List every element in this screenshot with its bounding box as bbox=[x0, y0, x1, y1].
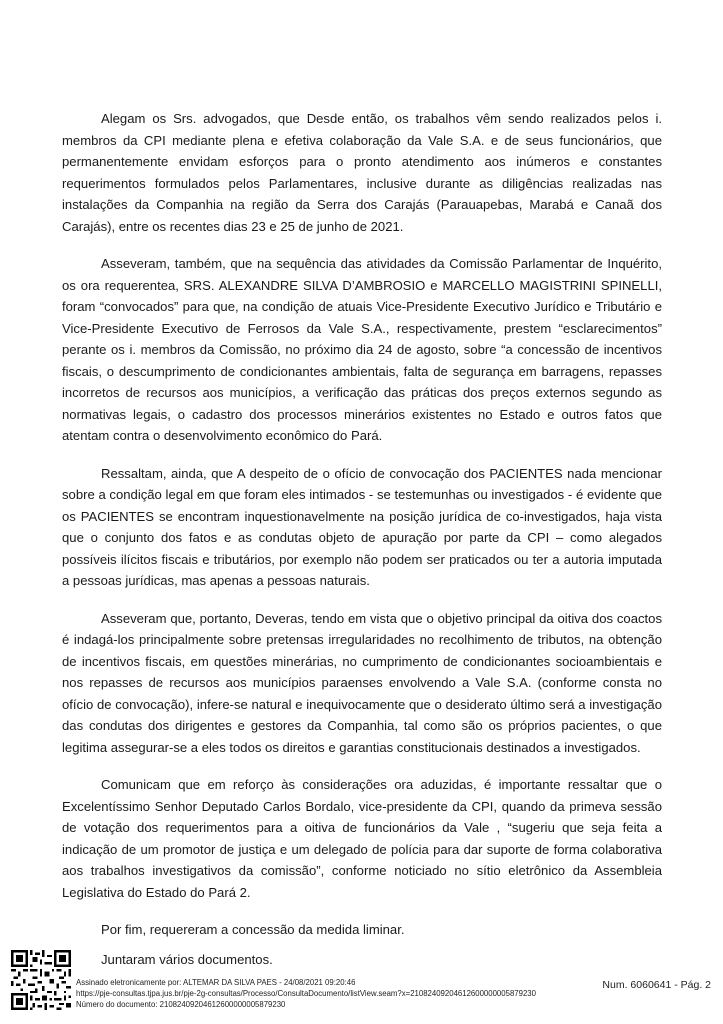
paragraph-comunicam: Comunicam que em reforço às considerações ora aduzidas, é importante ressaltar que o Excelentíssimo Senhor Deputado Carlos Bordalo, vice-presidente da CPI, quando da primeva sessão de votação dos requerimentos para a oitiva de funcionários da Vale , “sugeriu que seja feita a indicação de um promotor de justiça e um delegado de polícia para dar suporte de forma colaborativa aos trabalhos investigativos da comissão”, conforme noticiado no sítio eletrônico da Assembleia Legislativa do Estado do Pará 2. bbox=[62, 777, 662, 900]
page-number-label: Num. 6060641 - Pág. 2 bbox=[602, 979, 711, 991]
paragraph-advogados: Alegam os Srs. advogados, que Desde então, os trabalhos vêm sendo realizados pelos i. membros da CPI mediante plena e efetiva colaboração da Vale S.A. e de seus funcionários, que permanentemente envidam esforços para o pronto atendimento aos inúmeros e constantes requerimentos formulados pelos Parlamentares, inclusive durante as diligências realizadas nas instalações da Companhia na região da Serra dos Carajás (Parauapebas, Marabá e Canaã dos Carajás), entre os recentes dias 23 e 25 de junho de 2021. bbox=[62, 111, 662, 234]
signature-footer bbox=[0, 944, 723, 1024]
paragraph-ressaltam: Ressaltam, ainda, que A despeito de o ofício de convocação dos PACIENTES nada mencionar sobre a condição legal em que foram eles intimados - se testemunhas ou investigados - é evidente que os PACIENTES se encontram inquestionavelmente na posição jurídica de co-investigados, haja vista que o conjunto dos fatos e as condutas objeto de apuração por parte da CPI – como alegados possíveis ilícitos fiscais e tributários, por exemplo não podem ser praticados ou ter a autoria imputada a pessoas jurídicas, mas apenas a pessoas naturais. bbox=[62, 465, 662, 588]
document-url-link[interactable]: https://pje-consultas.tjpa.jus.br/pje-2g-consultas/Processo/ConsultaDocumento/listView.seam?x=21082409204612600000005879230 bbox=[76, 989, 536, 998]
signed-by-line: Assinado eletronicamente por: ALTEMAR DA SILVA PAES - 24/08/2021 09:20:46 bbox=[76, 978, 356, 987]
paragraph-por-fim: Por fim, requereram a concessão da medida liminar. bbox=[101, 922, 405, 937]
paragraph-asseveram-portanto: Asseveram que, portanto, Deveras, tendo em vista que o objetivo principal da oitiva dos coactos é indagá-los principalmente sobre pretensas irregularidades no recolhimento de tributos, na obtenção de incentivos fiscais, em questões minerárias, no cumprimento de condicionantes socioambientais e nos repasses de recursos aos municípios paraenses envolvendo a Vale S.A. (conforme consta no ofício de convocação), infere-se natural e inequivocamente que o desiderato último será a investigação das condutas dos dirigentes e gestores da Companhia, tal como são os próprios pacientes, o que legitima assegurar-se a eles todos os direitos e garantias constitucionais destinados a investigados. bbox=[62, 610, 662, 755]
qr-code-icon bbox=[11, 950, 71, 1010]
document-body bbox=[62, 108, 662, 986]
paragraph-asseveram-tambem: Asseveram, também, que na sequência das atividades da Comissão Parlamentar de Inquérito, os ora requerentea, SRS. ALEXANDRE SILVA D’AMBROSIO e MARCELLO MAGISTRINI SPINELLI, foram “convocados” para que, na condição de atuais Vice-Presidente Executivo Jurídico e Tributário e Vice-Presidente Executivo de Ferrosos da Vale S.A., respectivamente, prestem “esclarecimentos” perante os i. membros da Comissão, no próximo dia 24 de agosto, sobre “a concessão de incentivos fiscais, o descumprimento de condicionantes ambientais, falta de segurança em barragens, repasses incorretos de recursos aos municípios, a verificação das práticas dos preços externos segundo as normativas legais, o cadastro dos processos minerários existentes no Estado e outros fatos que atentam contra o desenvolvimento econômico do Pará. bbox=[62, 256, 662, 443]
document-number-line: Número do documento: 21082409204612600000005879230 bbox=[76, 1000, 286, 1009]
paragraph-juntaram: Juntaram vários documentos. bbox=[101, 951, 273, 967]
